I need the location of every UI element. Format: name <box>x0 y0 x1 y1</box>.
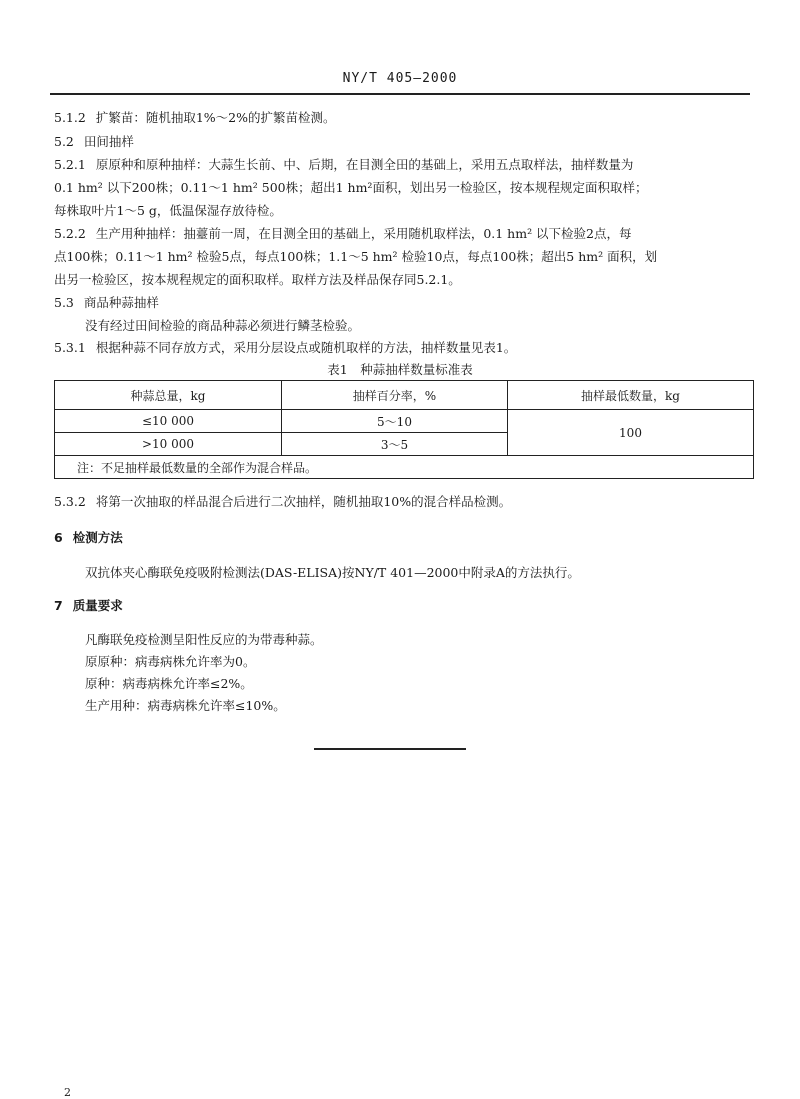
section-5-3-intro: 没有经过田间检验的商品种蒜必须进行鳞茎检验。 <box>85 318 361 333</box>
clause-5-1-2 <box>54 110 754 126</box>
header-divider <box>50 93 750 95</box>
clause-5-2-2-line-1 <box>54 226 754 242</box>
section-6-body: 双抗体夹心酶联免疫吸附检测法(DAS-ELISA)按NY/T 401—2000中附录A的方法执行。 <box>85 565 580 580</box>
sampling-standard-table <box>54 380 754 479</box>
clause-text: 生产用种抽样：抽薹前一周，在目测全田的基础上，采用随机取样法，0.1 hm² 以下检验2点，每 <box>95 226 632 241</box>
clause-text: 根据种蒜不同存放方式，采用分层设点或随机取样的方法，抽样数量见表1。 <box>95 340 517 355</box>
clause-5-2-1-line-3: 每株取叶片1～5 g，低温保湿存放待检。 <box>54 203 282 218</box>
table-cell-merged-minimum: 100 <box>508 410 754 456</box>
page-number: 2 <box>64 1086 71 1099</box>
clause-5-2-1-line-1 <box>54 157 754 173</box>
table-note: 注：不足抽样最低数量的全部作为混合样品。 <box>55 456 754 479</box>
clause-5-2-2-line-3: 出另一检验区，按本规程规定的面积取样。取样方法及样品保存同5.2.1。 <box>54 272 461 287</box>
section-number: 7 <box>54 598 63 613</box>
clause-number: 5.3.2 <box>54 494 86 509</box>
table-row <box>55 410 754 433</box>
clause-5-2-1-line-2: 0.1 hm² 以下200株；0.11～1 hm² 500株；超出1 hm²面积，划出另一检验区，按本规程规定面积取样； <box>54 180 648 195</box>
section-7-body-line: 凡酶联免疫检测呈阳性反应的为带毒种蒜。 <box>85 632 323 647</box>
end-of-text-rule <box>314 748 466 750</box>
section-number: 5.3 <box>54 295 74 310</box>
table-cell: 3～5 <box>282 433 508 456</box>
table-header-cell: 种蒜总量，kg <box>55 381 282 410</box>
table-cell: 5～10 <box>282 410 508 433</box>
section-7-body-line: 生产用种：病毒病株允许率≤10%。 <box>85 698 286 713</box>
clause-number: 5.2.1 <box>54 157 86 172</box>
table-header-cell: 抽样最低数量，kg <box>508 381 754 410</box>
section-title: 商品种蒜抽样 <box>83 295 159 310</box>
table-header-cell: 抽样百分率，% <box>282 381 508 410</box>
clause-number: 5.2.2 <box>54 226 86 241</box>
table-header-row <box>55 381 754 410</box>
clause-text: 原原种和原种抽样：大蒜生长前、中、后期，在目测全田的基础上，采用五点取样法，抽样数量为 <box>95 157 634 172</box>
clause-number: 5.3.1 <box>54 340 86 355</box>
clause-5-2-2-line-2: 点100株；0.11～1 hm² 检验5点，每点100株；1.1～5 hm² 检验10点，每点100株；超出5 hm² 面积，划 <box>54 249 658 264</box>
clause-5-3-1 <box>54 340 754 356</box>
section-7-heading <box>54 598 754 614</box>
clause-text: 将第一次抽取的样品混合后进行二次抽样，随机抽取10%的混合样品检测。 <box>95 494 512 509</box>
clause-text: 扩繁苗：随机抽取1%～2%的扩繁苗检测。 <box>95 110 336 125</box>
table-cell: >10 000 <box>55 433 282 456</box>
section-number: 6 <box>54 530 63 545</box>
section-title: 田间抽样 <box>83 134 134 149</box>
table-note-row <box>55 456 754 479</box>
section-title: 质量要求 <box>72 598 123 613</box>
section-number: 5.2 <box>54 134 74 149</box>
document-standard-number: NY/T 405—2000 <box>342 71 458 86</box>
clause-number: 5.1.2 <box>54 110 86 125</box>
section-6-heading <box>54 530 754 546</box>
section-7-body-line: 原种：病毒病株允许率≤2%。 <box>85 676 253 691</box>
section-5-2-heading <box>54 134 754 150</box>
section-7-body-line: 原原种：病毒病株允许率为0。 <box>85 654 256 669</box>
section-title: 检测方法 <box>72 530 123 545</box>
clause-5-3-2 <box>54 494 754 510</box>
table-caption: 表1 种蒜抽样数量标准表 <box>327 362 473 377</box>
section-5-3-heading <box>54 295 754 311</box>
table-cell: ≤10 000 <box>55 410 282 433</box>
